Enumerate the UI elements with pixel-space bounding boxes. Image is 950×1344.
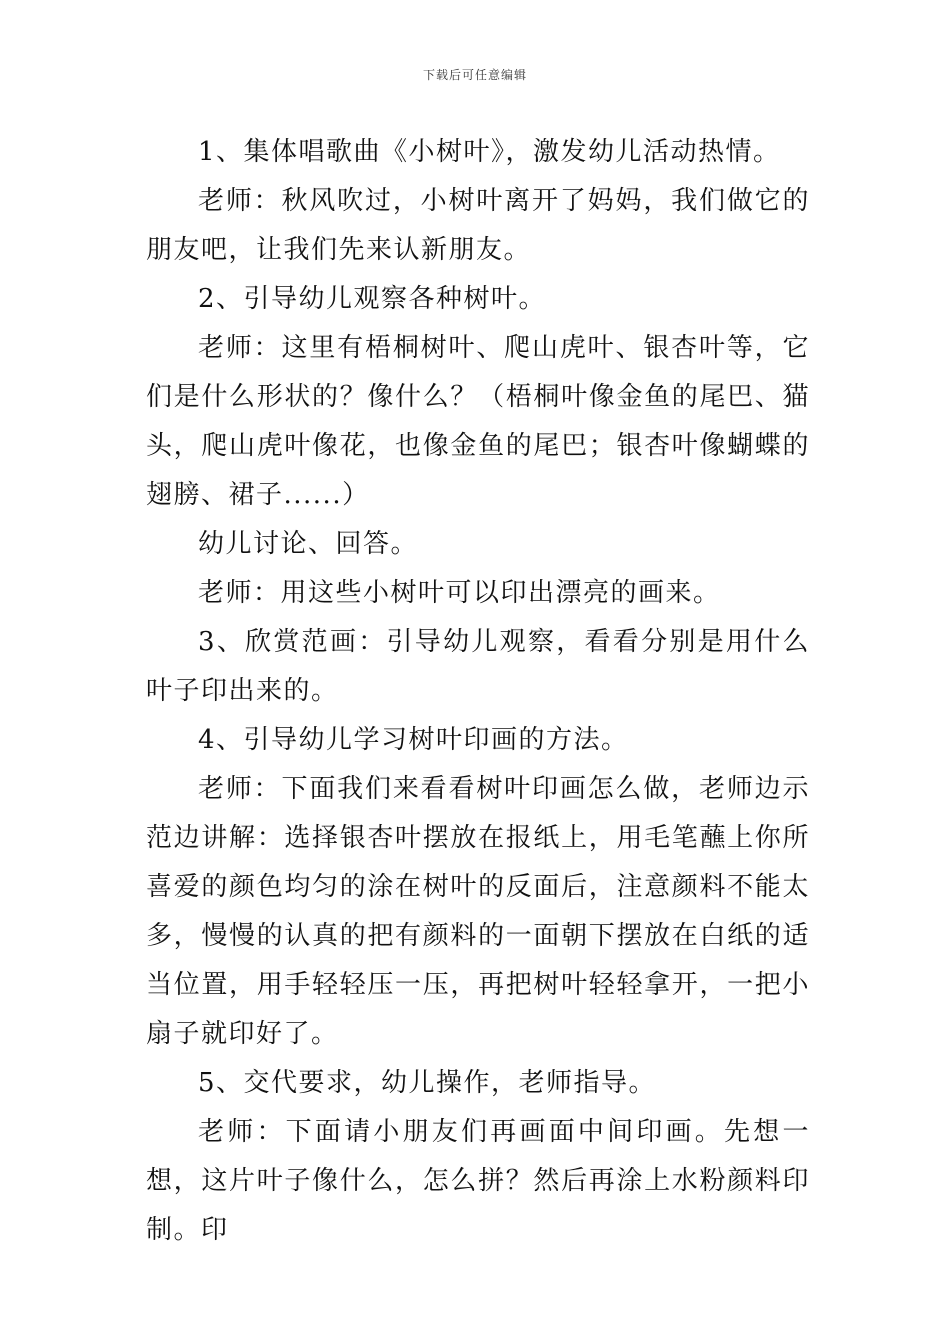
paragraph-teacher-leaves: 老师：这里有梧桐树叶、爬山虎叶、银杏叶等，它们是什么形状的？像什么？（梧桐叶像金鱼的尾巴、猫头，爬山虎叶像花，也像金鱼的尾巴；银杏叶像蝴蝶的翅膀、裙子......） [146,333,810,510]
paragraph-teacher-print: 老师：用这些小树叶可以印出漂亮的画来。 [198,578,721,608]
paragraph-step-4: 4、引导幼儿学习树叶印画的方法。 [198,725,629,755]
paragraph-step-5: 5、交代要求，幼儿操作，老师指导。 [198,1068,657,1098]
paragraph-teacher-demo: 老师：下面我们来看看树叶印画怎么做，老师边示范边讲解：选择银杏叶摆放在报纸上，用毛笔蘸上你所喜爱的颜色均匀的涂在树叶的反面后，注意颜料不能太多，慢慢的认真的把有颜料的一面朝下摆放在白纸的适当位置，用手轻轻压一压，再把树叶轻轻拿开，一把小扇子就印好了。 [146,774,810,1049]
page-header: 下载后可任意编辑 [422,68,527,82]
document-body [146,128,810,1255]
paragraph-teacher-instructions: 老师：下面请小朋友们再画面中间印画。先想一想，这片叶子像什么，怎么拼？然后再涂上水粉颜料印制。印 [146,1117,810,1245]
paragraph-step-3: 3、欣赏范画：引导幼儿观察，看看分别是用什么叶子印出来的。 [146,627,810,706]
paragraph-children-discuss: 幼儿讨论、回答。 [198,529,419,559]
paragraph-step-2: 2、引导幼儿观察各种树叶。 [198,284,547,314]
paragraph-step-1: 1、集体唱歌曲《小树叶》，激发幼儿活动热情。 [198,137,781,167]
paragraph-teacher-intro: 老师：秋风吹过，小树叶离开了妈妈，我们做它的朋友吧，让我们先来认新朋友。 [146,186,810,265]
